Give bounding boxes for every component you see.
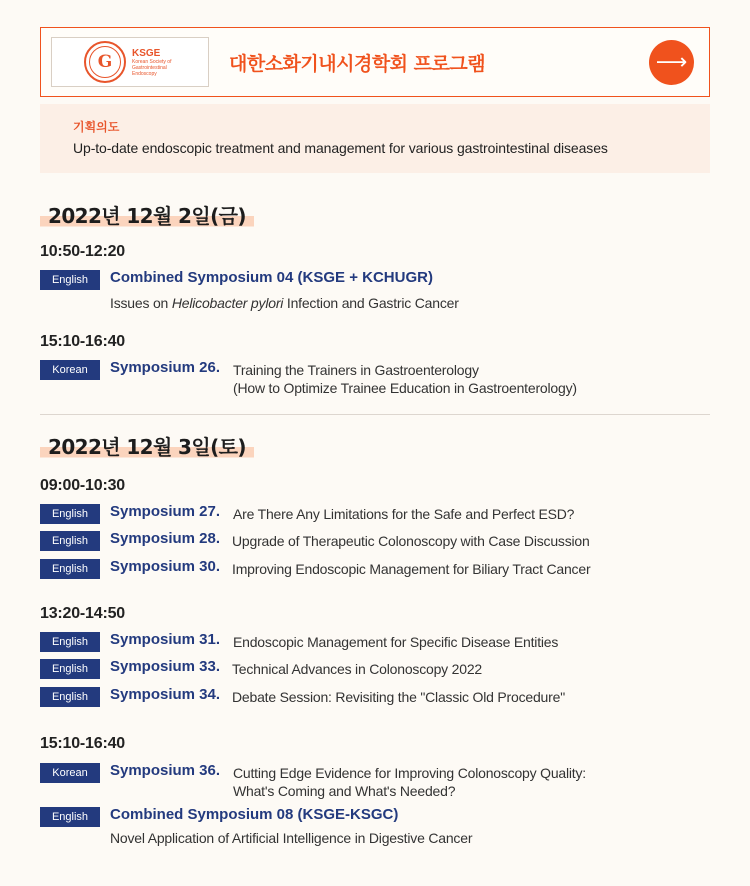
session-row bbox=[40, 686, 710, 707]
day-heading bbox=[40, 200, 254, 229]
session-description: Technical Advances in Colonoscopy 2022 bbox=[232, 661, 483, 677]
language-badge: English bbox=[40, 687, 100, 707]
language-badge: Korean bbox=[40, 763, 100, 783]
logo-full-name: Korean Society of Gastrointestinal Endoscopy bbox=[132, 58, 172, 77]
session-description: Are There Any Limitations for the Safe and Perfect ESD? bbox=[233, 506, 575, 522]
language-badge: English bbox=[40, 531, 100, 551]
arrow-right-icon: ⟶ bbox=[655, 50, 688, 75]
day-divider bbox=[40, 414, 710, 415]
session-title[interactable]: Symposium 33. bbox=[110, 658, 221, 675]
description-line: (How to Optimize Trainee Education in Gastroenterology) bbox=[233, 380, 577, 396]
session-subtitle bbox=[110, 295, 459, 311]
session-row bbox=[40, 359, 710, 396]
session-title[interactable]: Symposium 28. bbox=[110, 530, 221, 547]
subtitle-text: Issues on bbox=[110, 295, 172, 311]
subtitle-text: Infection and Gastric Cancer bbox=[283, 295, 459, 311]
intent-text: Up-to-date endoscopic treatment and management for various gastrointestinal diseases bbox=[73, 140, 608, 156]
program-container bbox=[40, 27, 710, 846]
session-description: Improving Endoscopic Management for Biliary Tract Cancer bbox=[232, 561, 591, 577]
session-title[interactable]: Symposium 27. bbox=[110, 503, 221, 520]
language-badge: English bbox=[40, 504, 100, 524]
language-badge: English bbox=[40, 559, 100, 579]
session-row bbox=[40, 530, 710, 551]
session-row bbox=[40, 658, 710, 679]
day-date: 2022년 12월 2일(금) bbox=[40, 200, 254, 229]
session-title[interactable]: Symposium 30. bbox=[110, 558, 221, 575]
arrow-right-button[interactable] bbox=[649, 40, 694, 85]
language-badge: English bbox=[40, 632, 100, 652]
description-line: What's Coming and What's Needed? bbox=[233, 783, 456, 799]
language-badge: Korean bbox=[40, 360, 100, 380]
session-title[interactable]: Symposium 26. bbox=[110, 359, 221, 376]
session-subtitle: Novel Application of Artificial Intelligence in Digestive Cancer bbox=[110, 830, 473, 846]
time-slot: 15:10-16:40 bbox=[40, 333, 125, 350]
session-row bbox=[40, 503, 710, 524]
description-line: Training the Trainers in Gastroenterology bbox=[233, 362, 479, 378]
description-line: Cutting Edge Evidence for Improving Colonoscopy Quality: bbox=[233, 765, 586, 781]
day-heading bbox=[40, 431, 254, 460]
session-title[interactable]: Symposium 34. bbox=[110, 686, 221, 703]
language-badge: English bbox=[40, 270, 100, 290]
session-row bbox=[40, 631, 710, 652]
session-title[interactable]: Combined Symposium 08 (KSGE-KSGC) bbox=[110, 806, 399, 823]
subtitle-italic: Helicobacter pylori bbox=[171, 295, 284, 311]
language-badge: English bbox=[40, 807, 100, 827]
session-description bbox=[233, 764, 586, 800]
ksge-emblem-icon: G bbox=[84, 41, 126, 83]
session-description: Upgrade of Therapeutic Colonoscopy with Case Discussion bbox=[232, 533, 590, 549]
time-slot: 13:20-14:50 bbox=[40, 605, 125, 622]
session-description bbox=[233, 361, 577, 397]
program-banner bbox=[40, 27, 710, 97]
banner-title: 대한소화기내시경학회 프로그램 bbox=[229, 52, 486, 75]
time-slot: 10:50-12:20 bbox=[40, 243, 125, 260]
logo-abbr: KSGE bbox=[132, 47, 161, 59]
session-title[interactable]: Symposium 31. bbox=[110, 631, 221, 648]
session-row bbox=[40, 806, 710, 827]
time-slot: 15:10-16:40 bbox=[40, 735, 125, 752]
session-row bbox=[40, 269, 710, 290]
intent-label: 기획의도 bbox=[73, 120, 120, 134]
language-badge: English bbox=[40, 659, 100, 679]
day-date: 2022년 12월 3일(토) bbox=[40, 431, 254, 460]
time-slot: 09:00-10:30 bbox=[40, 477, 125, 494]
session-row bbox=[40, 762, 710, 799]
planning-intent bbox=[40, 104, 710, 173]
session-title[interactable]: Combined Symposium 04 (KSGE + KCHUGR) bbox=[110, 269, 433, 286]
ksge-logo bbox=[51, 37, 209, 87]
session-title[interactable]: Symposium 36. bbox=[110, 762, 221, 779]
session-description: Debate Session: Revisiting the "Classic Old Procedure" bbox=[232, 689, 565, 705]
session-description: Endoscopic Management for Specific Disease Entities bbox=[233, 634, 559, 650]
session-row bbox=[40, 558, 710, 579]
